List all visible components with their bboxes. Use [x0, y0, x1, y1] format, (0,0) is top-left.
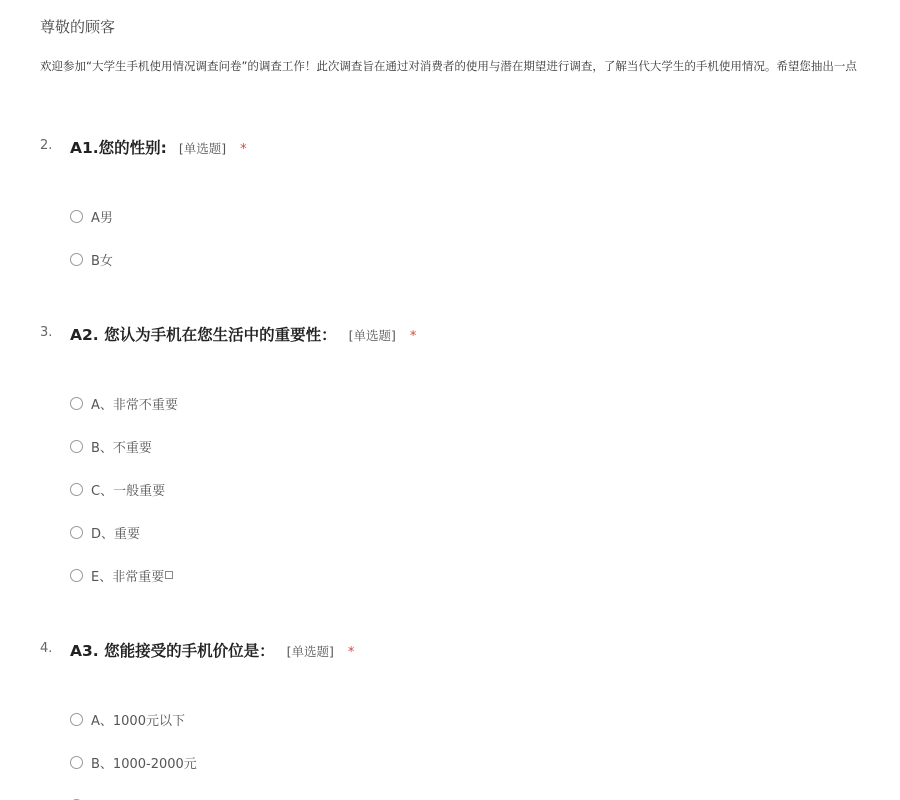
- radio-button[interactable]: [70, 397, 83, 410]
- question-title: A1.您的性别:: [70, 139, 167, 157]
- option-label: B女: [91, 253, 113, 269]
- option-label: A男: [91, 210, 113, 226]
- radio-button[interactable]: [70, 253, 83, 266]
- option-label: A、非常不重要: [91, 397, 178, 413]
- radio-button[interactable]: [70, 756, 83, 769]
- radio-option[interactable]: [70, 795, 91, 800]
- option-label: B、1000-2000元: [91, 756, 197, 772]
- question-number: 4.: [40, 641, 53, 656]
- option-label: B、不重要: [91, 440, 152, 456]
- question-header: [0, 323, 900, 347]
- question-type-tag: [单选题]: [348, 328, 396, 343]
- question-title-row: [70, 136, 247, 158]
- option-label: D、重要: [91, 526, 141, 542]
- radio-button[interactable]: [70, 569, 83, 582]
- radio-option[interactable]: [70, 249, 113, 269]
- radio-option[interactable]: [70, 206, 113, 226]
- question-number: 3.: [40, 325, 53, 340]
- radio-button[interactable]: [70, 210, 83, 223]
- option-label: A、1000元以下: [91, 713, 185, 729]
- placeholder-glyph-icon: [165, 571, 173, 579]
- question-header: [0, 136, 900, 160]
- radio-option[interactable]: [70, 436, 152, 456]
- question-a3-price: [0, 639, 900, 772]
- question-title-row: [70, 323, 416, 345]
- radio-option[interactable]: [70, 565, 173, 585]
- question-a1-gender: [0, 136, 900, 269]
- radio-option[interactable]: [70, 709, 185, 729]
- radio-button[interactable]: [70, 483, 83, 496]
- option-label: E、非常重要: [91, 569, 165, 585]
- greeting-heading: 尊敬的顾客: [40, 18, 116, 36]
- question-type-tag: [单选题]: [178, 141, 227, 156]
- question-title: A3. 您能接受的手机价位是：: [70, 642, 275, 660]
- question-type-tag: [单选题]: [286, 644, 334, 659]
- question-header: [0, 639, 900, 663]
- radio-option[interactable]: [70, 393, 178, 413]
- required-asterisk: *: [347, 645, 355, 660]
- question-number: 2.: [40, 138, 53, 153]
- radio-button[interactable]: [70, 440, 83, 453]
- question-title-row: [70, 639, 354, 661]
- option-label: C、一般重要: [91, 483, 166, 499]
- radio-option[interactable]: [70, 752, 197, 772]
- question-title: A2. 您认为手机在您生活中的重要性：: [70, 326, 337, 344]
- radio-button[interactable]: [70, 526, 83, 539]
- radio-option[interactable]: [70, 522, 140, 542]
- radio-button[interactable]: [70, 713, 83, 726]
- survey-intro-text: 欢迎参加“大学生手机使用情况调查问卷”的调查工作！此次调查旨在通过对消费者的使用与潜在期望进行调查，了解当代大学生的手机使用情况。希望您抽出一点: [40, 59, 857, 73]
- required-asterisk: *: [409, 329, 417, 344]
- question-a2-importance: [0, 323, 900, 585]
- radio-option[interactable]: [70, 479, 165, 499]
- required-asterisk: *: [240, 142, 247, 157]
